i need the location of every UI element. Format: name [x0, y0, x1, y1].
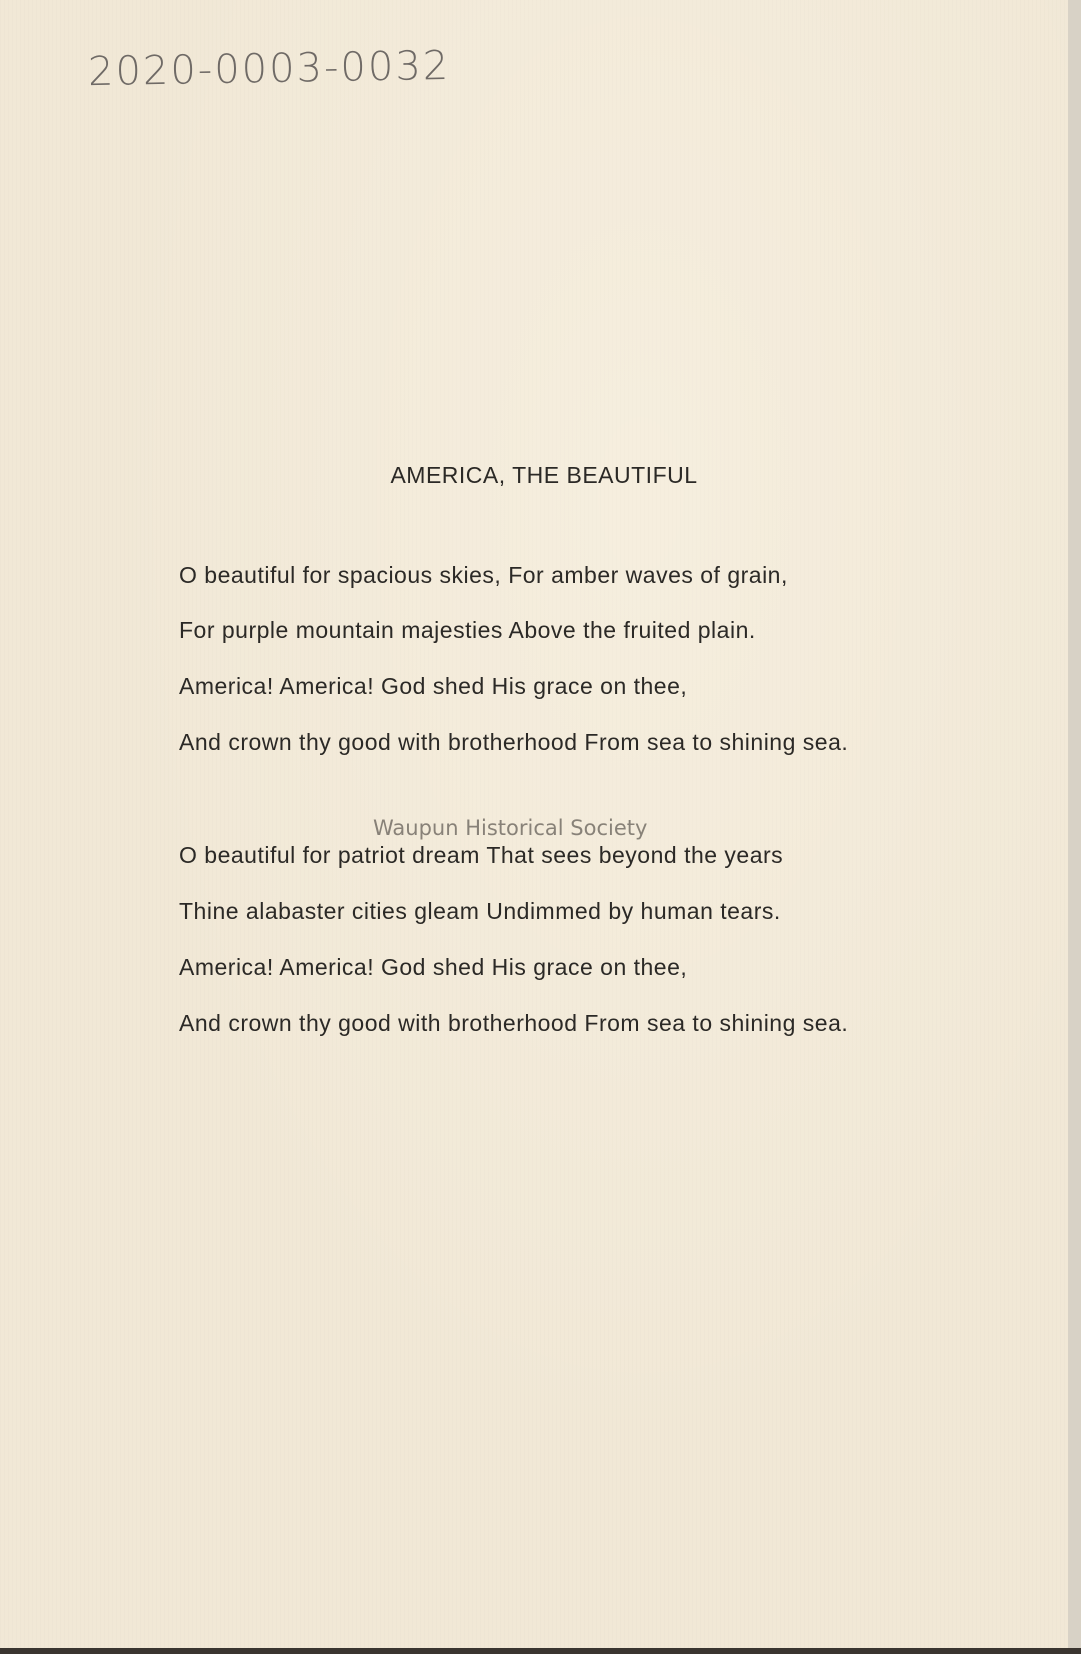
- verse-line: And crown thy good with brotherhood From sea to shining sea.: [179, 1010, 849, 1036]
- verse-line: America! America! God shed His grace on thee,: [179, 954, 688, 980]
- verse-line: And crown thy good with brotherhood From sea to shining sea.: [179, 729, 849, 755]
- song-title: AMERICA, THE BEAUTIFUL: [390, 462, 698, 488]
- verse-line: O beautiful for spacious skies, For amber waves of grain,: [179, 562, 788, 588]
- watermark-text: Waupun Historical Society: [373, 816, 648, 840]
- verse-line: Thine alabaster cities gleam Undimmed by human tears.: [179, 898, 781, 924]
- verse-line: For purple mountain majesties Above the fruited plain.: [179, 617, 756, 643]
- verse-line: America! America! God shed His grace on thee,: [179, 673, 688, 699]
- accession-number: 2020-0003-0032: [87, 42, 451, 96]
- page-edge-bottom: [0, 1648, 1081, 1654]
- verse-line: O beautiful for patriot dream That sees beyond the years: [179, 842, 784, 868]
- page-edge-right: [1068, 0, 1081, 1654]
